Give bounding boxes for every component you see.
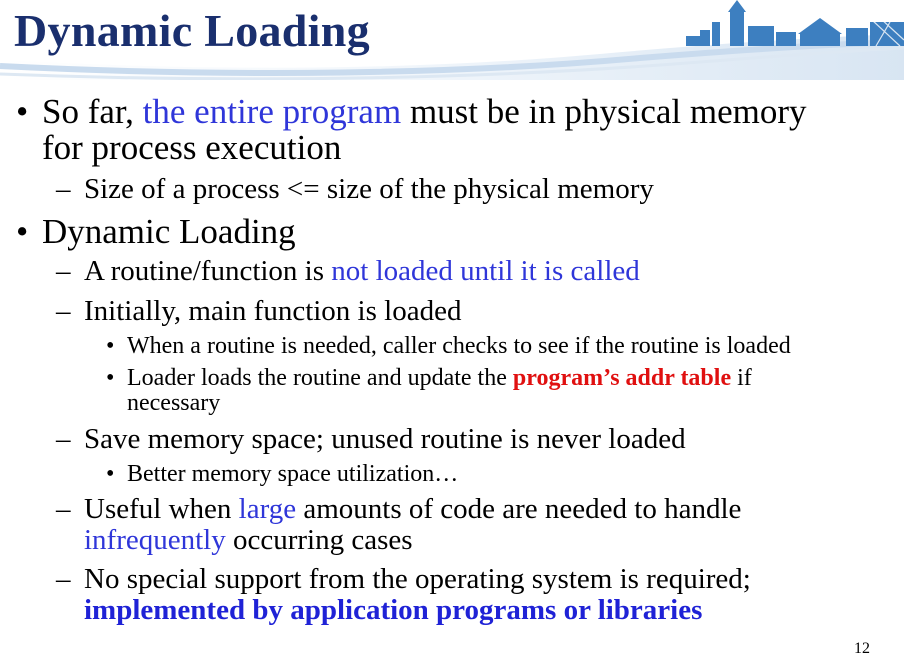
bullet-so-far <box>42 94 807 130</box>
subsub-loader-loads <box>127 366 752 391</box>
text-segment: Loader loads the routine and update the <box>127 365 513 391</box>
highlight-large: large <box>238 493 297 525</box>
text-segment: amounts of code are needed to handle <box>296 493 742 525</box>
sub-main-loaded: Initially, main function is loaded <box>84 295 462 327</box>
text-segment: if <box>731 365 752 391</box>
subsub-loader-cont: necessary <box>127 390 221 416</box>
town-skyline-icon <box>686 0 904 46</box>
slide-header <box>0 0 904 80</box>
dash-marker: – <box>56 423 71 455</box>
sub-useful-when <box>84 494 741 525</box>
highlight-addr-table: program’s addr table <box>512 365 732 391</box>
dash-marker: – <box>56 173 71 205</box>
bullet-marker: • <box>106 461 115 487</box>
dash-marker: – <box>56 563 71 595</box>
dash-marker: – <box>56 493 71 525</box>
page-number: 12 <box>854 640 870 657</box>
highlight-entire-program: the entire program <box>142 92 402 131</box>
dash-marker: – <box>56 295 71 327</box>
text-segment: must be in physical memory <box>401 92 807 131</box>
text-segment: Useful when <box>84 493 239 525</box>
bullet-marker: • <box>106 333 115 359</box>
bullet-marker: • <box>16 212 29 251</box>
sub-save-memory: Save memory space; unused routine is never loaded <box>84 423 686 455</box>
highlight-infrequently: infrequently <box>84 524 226 556</box>
text-segment: So far, <box>42 92 143 131</box>
bullet-so-far-cont: for process execution <box>42 128 342 167</box>
bullet-marker: • <box>106 365 115 391</box>
subsub-better-utilization: Better memory space utilization… <box>127 461 459 487</box>
subsub-caller-checks: When a routine is needed, caller checks to see if the routine is loaded <box>127 333 791 359</box>
sub-useful-when-cont <box>84 525 413 556</box>
sub-implemented-by: implemented by application programs or libraries <box>84 594 703 626</box>
dash-marker: – <box>56 255 71 287</box>
sub-size-of-process: Size of a process <= size of the physical memory <box>84 173 654 205</box>
bullet-marker: • <box>16 92 29 131</box>
highlight-not-loaded: not loaded until it is called <box>331 255 640 287</box>
sub-routine-not-loaded <box>84 256 640 287</box>
text-segment: A routine/function is <box>84 255 332 287</box>
bullet-dynamic-loading: Dynamic Loading <box>42 212 296 251</box>
text-segment: occurring cases <box>225 524 413 556</box>
sub-no-special-support: No special support from the operating system is required; <box>84 563 751 595</box>
slide-title: Dynamic Loading <box>14 5 370 56</box>
